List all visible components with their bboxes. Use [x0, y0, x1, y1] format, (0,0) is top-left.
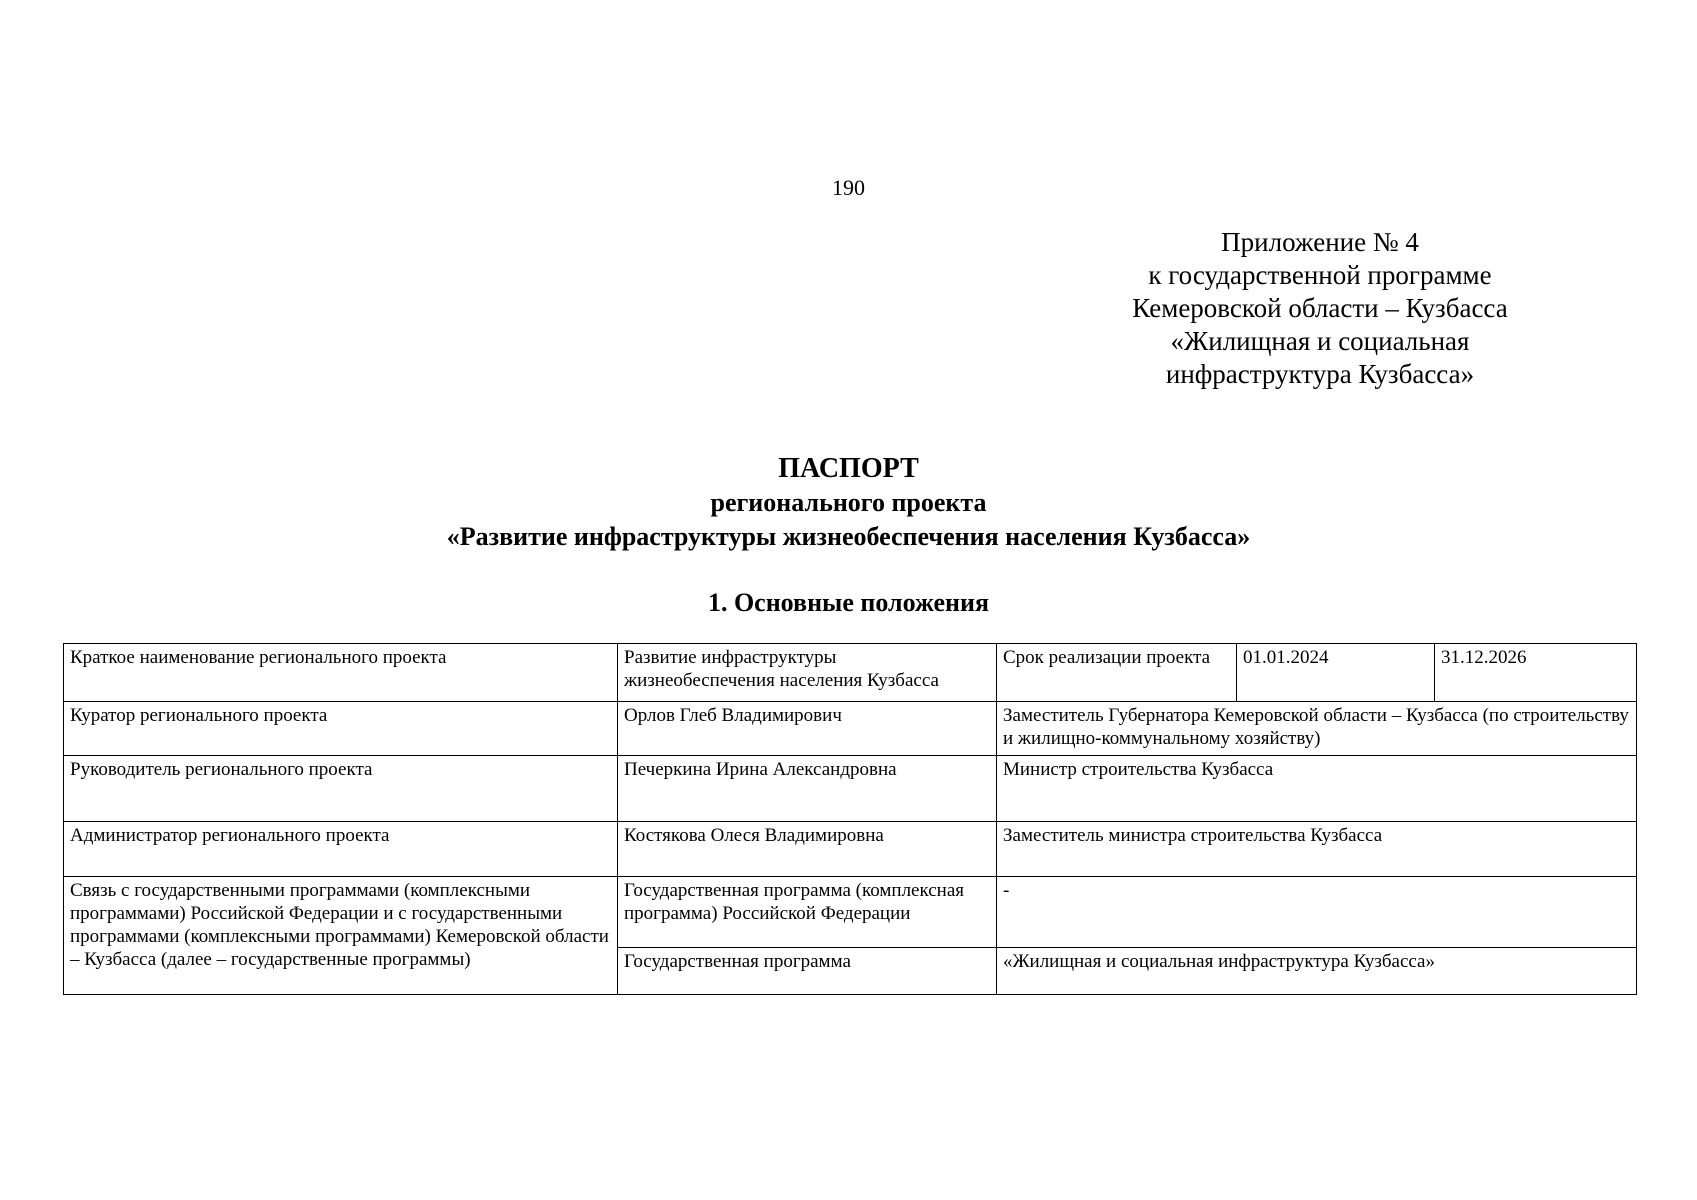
passport-table: [63, 643, 1637, 995]
table-row: [64, 644, 1637, 702]
document-title: ПАСПОРТ: [778, 453, 919, 484]
federal-program-label: Государственная программа (комплексная программа) Российской Федерации: [618, 877, 997, 948]
table-row: [64, 877, 1637, 948]
curator-name: Орлов Глеб Владимирович: [618, 702, 997, 756]
document-subtitle: регионального проекта: [710, 488, 987, 517]
programs-label: Связь с государственными программами (комплексными программами) Российской Федерации и с государственными программами (комплексными программами) Кемеровской области – Кузбасса (далее – государственные программы): [64, 877, 618, 995]
short-name-value: Развитие инфраструктуры жизнеобеспечения населения Кузбасса: [618, 644, 997, 702]
project-name: «Развитие инфраструктуры жизнеобеспечения населения Кузбасса»: [446, 522, 1251, 551]
head-position: Министр строительства Кузбасса: [997, 756, 1637, 822]
document-heading: [0, 452, 1697, 554]
table-row: [64, 822, 1637, 877]
regional-program-label: Государственная программа: [618, 948, 997, 995]
federal-program-value: -: [997, 877, 1637, 948]
term-label: Срок реализации проекта: [997, 644, 1237, 702]
table-row: [64, 756, 1637, 822]
appendix-line: инфраструктура Кузбасса»: [1165, 359, 1475, 389]
administrator-position: Заместитель министра строительства Кузбасса: [997, 822, 1637, 877]
appendix-line: к государственной программе: [1148, 260, 1492, 290]
head-name: Печеркина Ирина Александровна: [618, 756, 997, 822]
end-date: 31.12.2026: [1435, 644, 1637, 702]
head-label: Руководитель регионального проекта: [64, 756, 618, 822]
appendix-line: Приложение № 4: [1221, 227, 1419, 257]
curator-position: Заместитель Губернатора Кемеровской области – Кузбасса (по строительству и жилищно-коммунальному хозяйству): [997, 702, 1637, 756]
administrator-label: Администратор регионального проекта: [64, 822, 618, 877]
short-name-label: Краткое наименование регионального проекта: [64, 644, 618, 702]
section-title: 1. Основные положения: [707, 588, 990, 617]
regional-program-value: «Жилищная и социальная инфраструктура Кузбасса»: [997, 948, 1637, 995]
appendix-line: «Жилищная и социальная: [1170, 326, 1470, 356]
administrator-name: Костякова Олеся Владимировна: [618, 822, 997, 877]
page-number: 190: [832, 175, 865, 200]
table-row: [64, 702, 1637, 756]
appendix-block: [1080, 226, 1560, 391]
appendix-line: Кемеровской области – Кузбасса: [1132, 293, 1508, 323]
start-date: 01.01.2024: [1237, 644, 1435, 702]
curator-label: Куратор регионального проекта: [64, 702, 618, 756]
